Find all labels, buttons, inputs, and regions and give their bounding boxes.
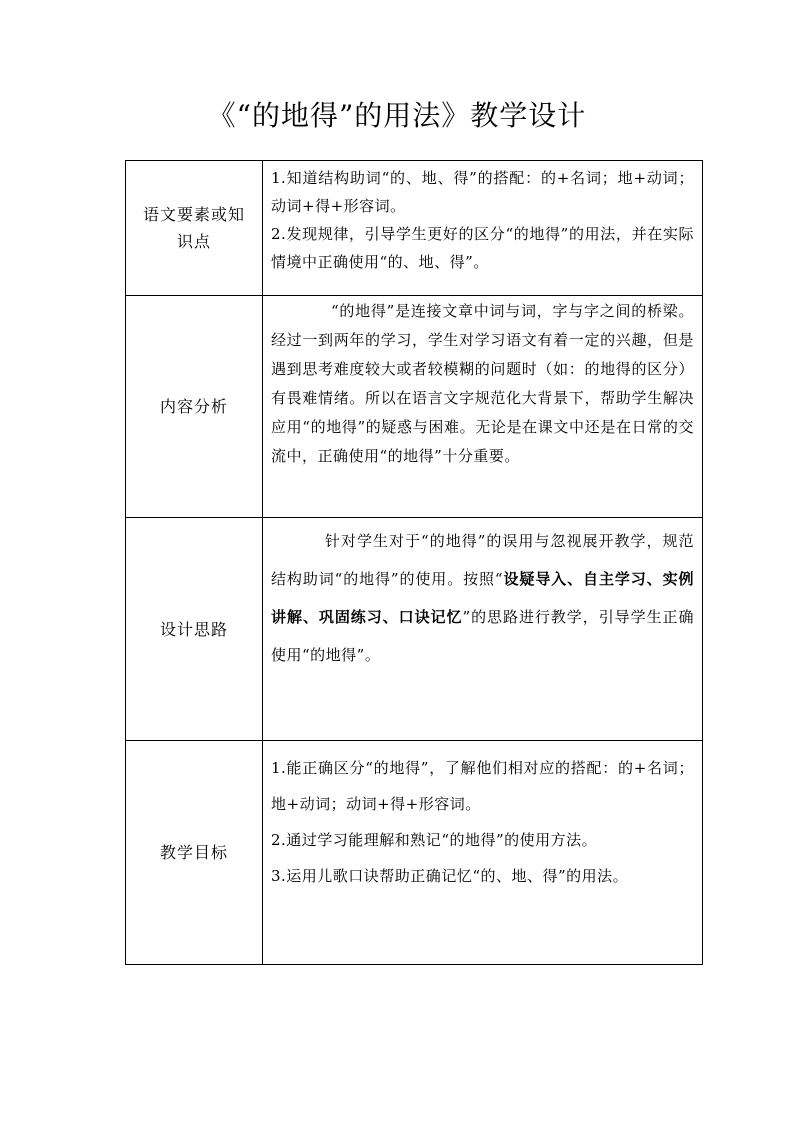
lesson-plan-table <box>125 160 703 965</box>
design-row <box>126 518 703 741</box>
analysis-content <box>263 296 703 518</box>
goals-label: 教学目标 <box>126 741 263 965</box>
analysis-label: 内容分析 <box>126 296 263 518</box>
design-text-bold: 设疑导入、自主学习、实例讲解、巩固练习、口诀记忆 <box>271 570 694 626</box>
analysis-text: “的地得”是连接文章中词与词，字与字之间的桥梁。经过一到两年的学习，学生对学习语文有着一定的兴趣，但是遇到思考难度较大或者较模糊的问题时（如：的地得的区分）有畏难情绪。所以在语言文字规范化大背景下，帮助学生解决应用“的地得”的疑惑与困难。无论是在课文中还是在日常的交流中，正确使用“的地得”十分重要。 <box>271 302 694 465</box>
design-label: 设计思路 <box>126 518 263 741</box>
knowledge-content <box>263 161 703 296</box>
analysis-row <box>126 296 703 518</box>
knowledge-item: 2.发现规律，引导学生更好的区分“的地得”的用法，并在实际情境中正确使用“的、地、得”。 <box>271 225 694 271</box>
goals-row <box>126 741 703 965</box>
design-text-after: ”的思路进行教学，引导学生正确使用“的地得”。 <box>271 608 694 664</box>
goal-item: 3.运用儿歌口诀帮助正确记忆“的、地、得”的用法。 <box>271 867 629 885</box>
design-paragraph <box>271 522 694 674</box>
design-content <box>263 518 703 741</box>
knowledge-row <box>126 161 703 296</box>
design-text-before: 针对学生对于“的地得”的误用与忽视展开教学，规范结构助词“的地得”的使用。按照“ <box>271 532 694 588</box>
goal-item: 2.通过学习能理解和熟记“的地得”的使用方法。 <box>271 831 598 849</box>
goals-content <box>263 741 703 965</box>
goal-item: 1.能正确区分“的地得”，了解他们相对应的搭配：的+名词；地+动词；动词+得+形容词。 <box>271 759 694 813</box>
document-title: 《“的地得”的用法》教学设计 <box>207 99 587 132</box>
knowledge-label: 语文要素或知识点 <box>126 161 263 296</box>
knowledge-item: 1.知道结构助词“的、地、得”的搭配：的+名词；地+动词；动词+得+形容词。 <box>271 169 694 215</box>
